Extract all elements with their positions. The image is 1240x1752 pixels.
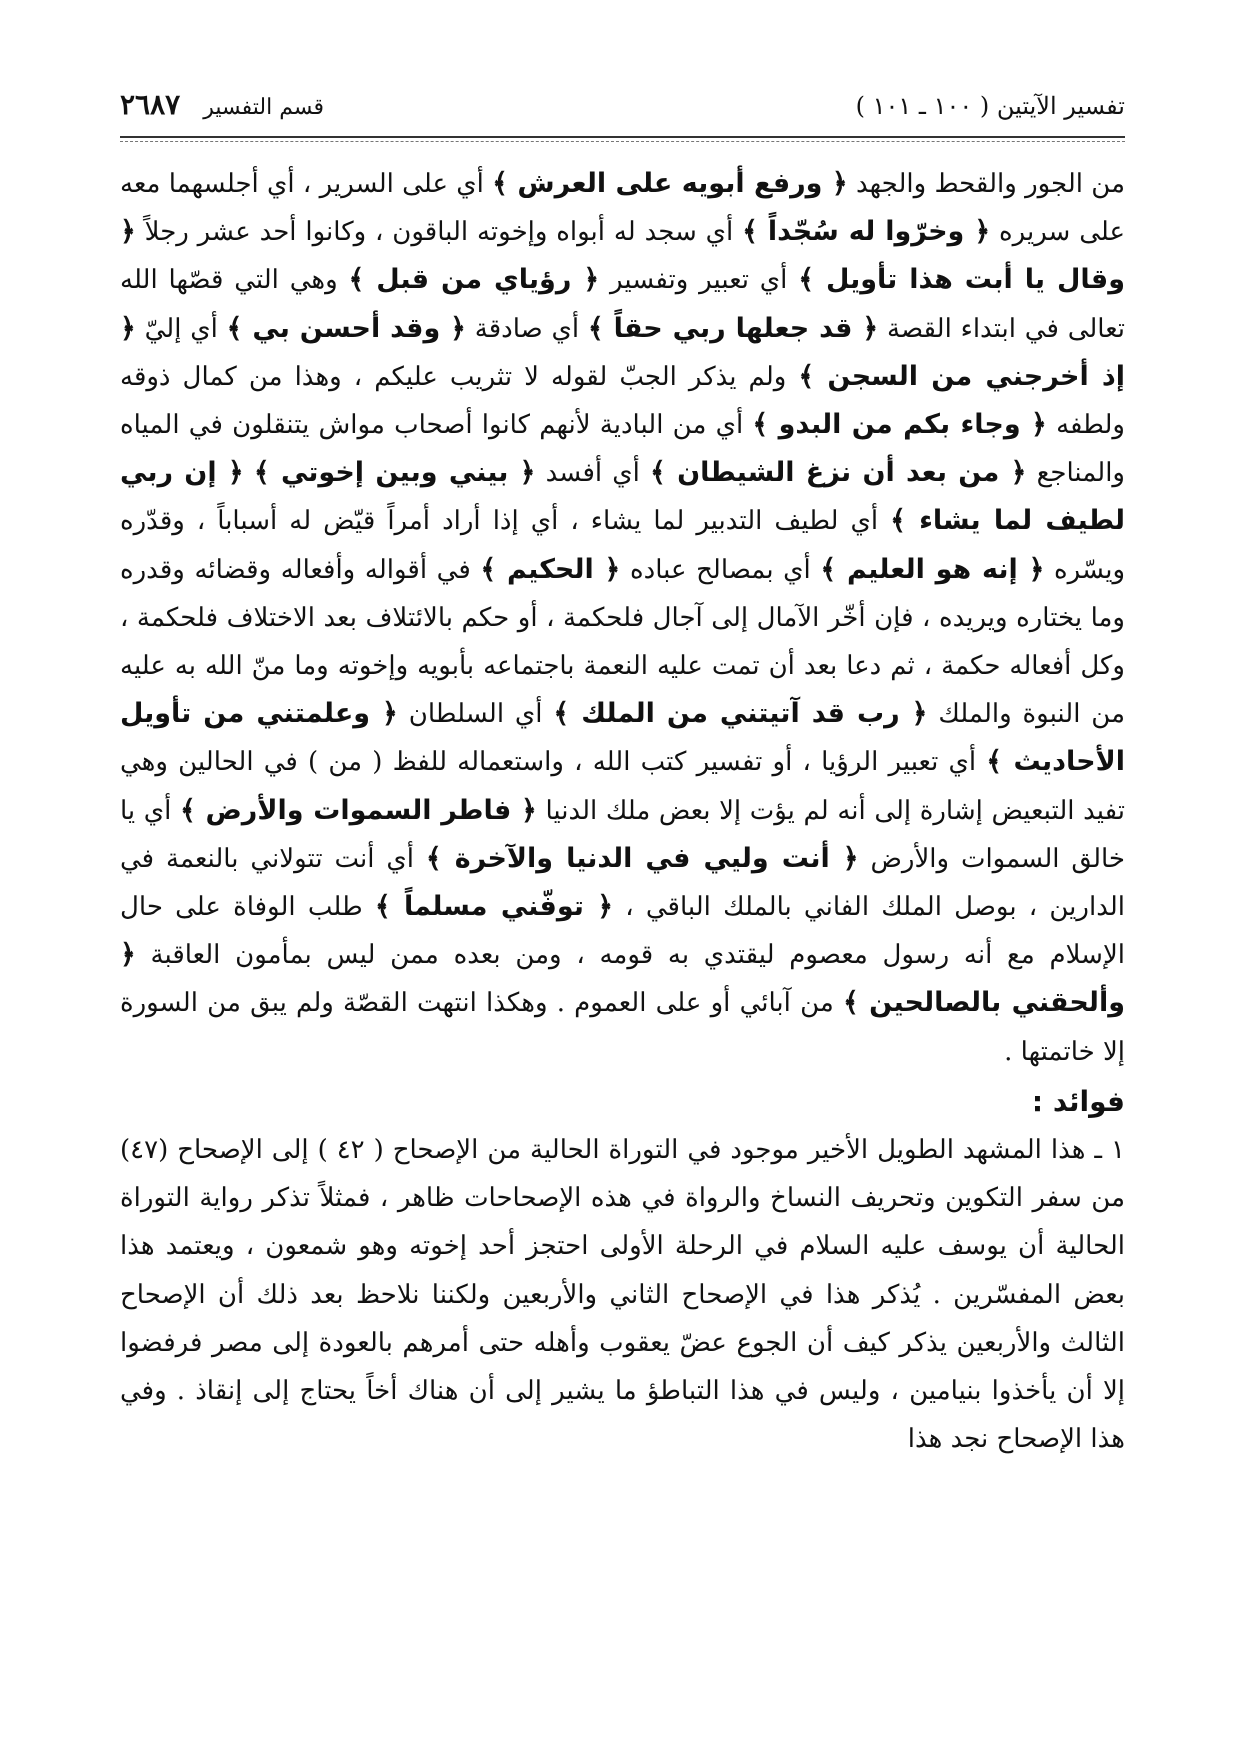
quran-quote: ﴿ ورفع أبويه على العرش ﴾ [492,168,848,199]
page-number: ٢٦٨٧ [120,88,181,121]
benefit-number: ١ [1111,1135,1126,1166]
commentary-paragraph: من الجور والقحط والجهد ﴿ ورفع أبويه على العرش ﴾ أي على السرير ، أي أجلسهما معه على سريره ﴿ وخرّوا له سُجّداً ﴾ أي سجد له أبواه وإخوته الباقون ، وكانوا أحد عشر رجلاً ﴿ وقال يا أبت هذا تأويل ﴾ أي تعبير وتفسير ﴿ رؤياي من قبل ﴾ وهي التي قصّها الله تعالى في ابتداء القصة ﴿ قد جعلها ربي حقاً ﴾ أي صادقة ﴿ وقد أحسن بي ﴾ أي إليّ ﴿ إذ أخرجني من السجن ﴾ ولم يذكر الجبّ لقوله لا تثريب عليكم ، وهذا من كمال ذوقه ولطفه ﴿ وجاء بكم من البدو ﴾ أي من البادية لأنهم كانوا أصحاب مواش يتنقلون في المياه والمناجع ﴿ من بعد أن نزغ الشيطان ﴾ أي أفسد ﴿ بيني وبين إخوتي ﴾ ﴿ إن ربي لطيف لما يشاء ﴾ أي لطيف التدبير لما يشاء ، أي إذا أراد أمراً قيّض له أسباباً ، وقدّره ويسّره ﴿ إنه هو العليم ﴾ أي بمصالح عباده ﴿ الحكيم ﴾ في أقواله وأفعاله وقضائه وقدره وما يختاره ويريده ، فإن أخّر الآمال إلى آجال فلحكمة ، أو حكم بالائتلاف بعد الاختلاف فلحكمة ، وكل أفعاله حكمة ، ثم دعا بعد أن تمت عليه النعمة باجتماعه بأبويه وإخوته وما منّ الله به عليه من النبوة والملك ﴿ رب قد آتيتني من الملك ﴾ أي السلطان ﴿ وعلمتني من تأويل الأحاديث ﴾ أي تعبير الرؤيا ، أو تفسير كتب الله ، واستعماله للفظ ( من ) في الحالين وهي تفيد التبعيض إشارة إلى أنه لم يؤت إلا بعض ملك الدنيا ﴿ فاطر السموات والأرض ﴾ أي يا خالق السموات والأرض ﴿ أنت وليي في الدنيا والآخرة ﴾ أي أنت تتولاني بالنعمة في الدارين ، بوصل الملك الفاني بالملك الباقي ، ﴿ توفّني مسلماً ﴾ طلب الوفاة على حال الإسلام مع أنه رسول معصوم ليقتدي به قومه ، ومن بعده ممن ليس بمأمون العاقبة ﴿ وألحقني بالصالحين ﴾ من آبائي أو على العموم . وهكذا انتهت القصّة ولم يبق من السورة إلا خاتمتها . [120,168,1126,1067]
body-text [120,160,1125,1463]
quran-quote: ﴿ فاطر السموات والأرض ﴾ [179,794,537,826]
running-header [120,88,1125,128]
header-section-and-page [120,88,324,121]
quran-quote: ﴿ إذ أخرجني من السجن ﴾ [120,312,1125,392]
benefit-item [120,1126,1125,1463]
header-verse-range: تفسير الآيتين ( ١٠٠ ـ ١٠١ ) [855,92,1125,120]
quran-quote: ﴿ أنت وليي في الدنيا والآخرة ﴾ [425,842,859,874]
quran-quote: ﴿ رؤياي من قبل ﴾ [348,264,600,296]
benefits-heading: فوائد : [1031,1084,1125,1118]
quran-quote: ﴿ بيني وبين إخوتي ﴾ [253,457,536,489]
header-rule-secondary [120,141,1125,142]
header-section: قسم التفسير [203,95,325,120]
quran-quote: ﴿ وجاء بكم من البدو ﴾ [752,409,1047,441]
header-rule [120,136,1125,138]
quran-quote: ﴿ وقد أحسن بي ﴾ [226,312,466,344]
quran-quote: ﴿ إن ربي لطيف لما يشاء ﴾ [120,457,1125,537]
quran-quote: ﴿ وقال يا أبت هذا تأويل ﴾ [120,216,1126,296]
quran-quote: ﴿ توفّني مسلماً ﴾ [374,891,614,923]
quran-quote: ﴿ الحكيم ﴾ [480,553,621,585]
quran-quote: ﴿ من بعد أن نزغ الشيطان ﴾ [650,457,1027,489]
quran-quote: ﴿ إنه هو العليم ﴾ [820,553,1045,585]
quran-quote: ﴿ رب قد آتيتني من الملك ﴾ [553,698,928,730]
quran-quote: ﴿ قد جعلها ربي حقاً ﴾ [587,312,879,344]
benefit-text: ـ هذا المشهد الطويل الأخير موجود في التوراة الحالية من الإصحاح ( ٤٢ ) إلى الإصحاح (٤٧) من سفر التكوين وتحريف النساخ والرواة في هذه الإصحاحات ظاهر ، فمثلاً تذكر رواية التوراة الحالية أن يوسف عليه السلام في الرحلة الأولى احتجز أحد إخوته وهو شمعون ، ويعتمد هذا بعض المفسّرين . يُذكر هذا في الإصحاح الثاني والأربعين ولكننا نلاحظ بعد ذلك أن الإصحاح الثالث والأربعين يذكر كيف أن الجوع عضّ يعقوب وأهله حتى أمرهم بالعودة إلى مصر فرفضوا إلا أن يأخذوا بنيامين ، وليس في هذا التباطؤ ما يشير إلى أن هناك أخاً يحتاج إلى إنقاذ . وفي هذا الإصحاح نجد هذا [120,1135,1125,1455]
quran-quote: ﴿ وعلمتني من تأويل الأحاديث ﴾ [120,698,1125,778]
quran-quote: ﴿ وألحقني بالصالحين ﴾ [120,939,1125,1019]
quran-quote: ﴿ وخرّوا له سُجّداً ﴾ [742,216,991,248]
